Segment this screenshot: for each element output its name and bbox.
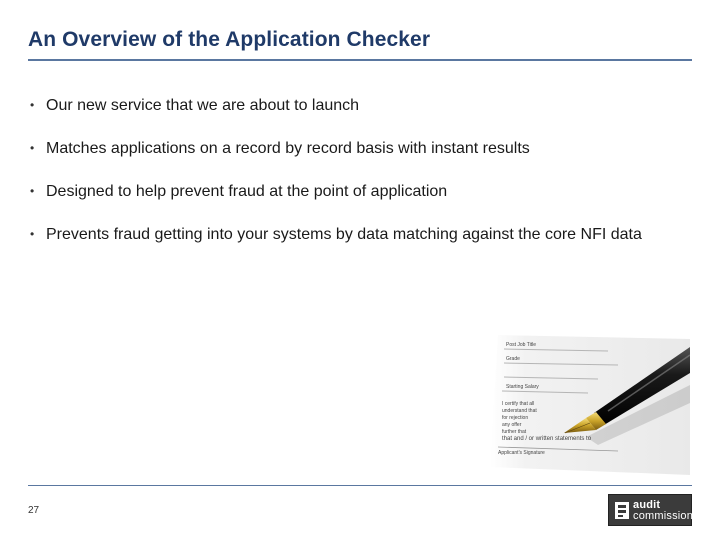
bullet-item [30,217,670,252]
audit-commission-logo [608,494,692,526]
bullet-icon: • [30,227,35,241]
application-form-pen-photo [468,325,690,475]
form-text: I certify that all [502,401,535,407]
form-text: further that [502,429,527,435]
bullet-icon: • [30,184,35,198]
logo-text-commission: commission [633,510,694,522]
title-divider [28,59,692,61]
bullet-list [30,88,670,260]
logo-mark-icon [615,502,629,519]
bullet-item [30,131,670,166]
form-text: understand that [502,408,537,414]
footer-divider [28,485,692,486]
form-text: that and / or written statements to [502,436,592,442]
bullet-icon: • [30,98,35,112]
slide-title: An Overview of the Application Checker [28,28,431,51]
form-text: Starting Salary [506,384,539,390]
bullet-text: Designed to help prevent fraud at the point of application [46,183,448,200]
bullet-item [30,88,670,123]
bullet-icon: • [30,141,35,155]
page-number: 27 [28,505,40,516]
form-text: for rejection [502,415,529,421]
bullet-item [30,174,670,209]
form-text: any offer [502,422,522,428]
form-text: Post Job Title [506,342,537,348]
form-text: Grade [506,356,520,362]
bullet-text: Prevents fraud getting into your systems by data matching against the core NFI data [46,226,642,243]
bullet-text: Matches applications on a record by record basis with instant results [46,140,530,157]
form-text: Applicant's Signature [498,450,545,456]
logo-text-audit: audit [633,499,661,511]
bullet-text: Our new service that we are about to launch [46,97,360,114]
